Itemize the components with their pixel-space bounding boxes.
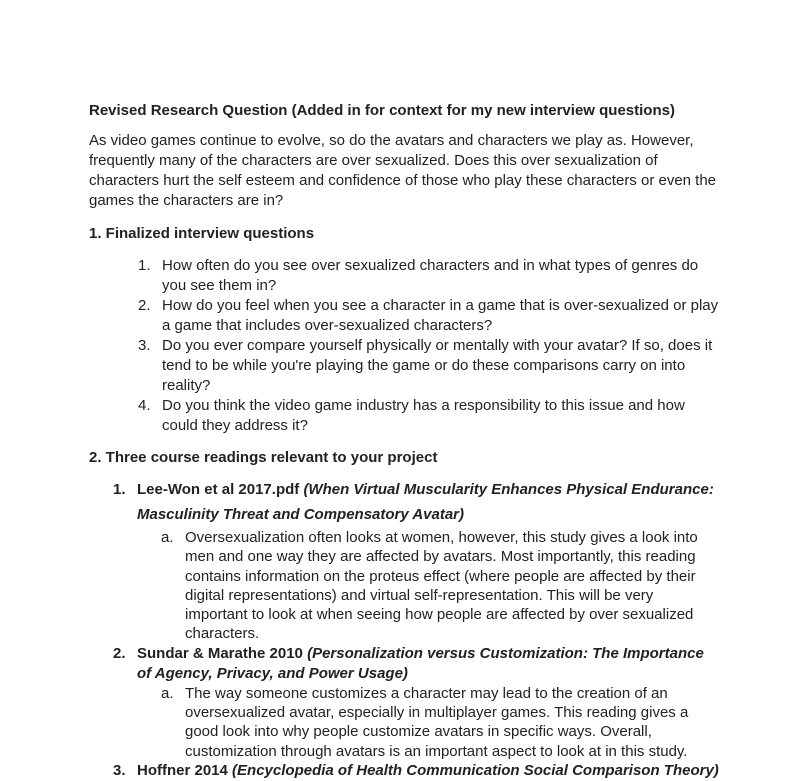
list-number: 1. (138, 257, 151, 274)
list-item (138, 336, 719, 396)
question-text: Do you think the video game industry has a responsibility to this issue and how could they address it? (162, 397, 685, 434)
reading-notes (137, 684, 719, 761)
list-number: 4. (138, 397, 151, 414)
list-item (138, 296, 719, 336)
research-question-body: As video games continue to evolve, so do the avatars and characters we play as. However, frequently many of the characters are over sexualized. Does this over sexualization of characters hurt the self esteem and confidence of those who play these characters or even the games the characters are in? (89, 132, 717, 209)
list-marker: a. (161, 529, 174, 546)
reading-note (161, 684, 719, 761)
list-number: 3. (113, 761, 126, 779)
research-question-heading: Revised Research Question (Added in for context for my new interview questions) (89, 102, 675, 119)
document-content (89, 101, 719, 781)
reading-author: Lee-Won et al 2017.pdf (137, 481, 300, 498)
reading-item (113, 761, 719, 781)
list-item (138, 256, 719, 296)
reading-author: Hoffner 2014 (137, 761, 228, 779)
readings-heading: 2. Three course readings relevant to your project (89, 449, 438, 466)
reading-note (161, 528, 719, 644)
list-number: 2. (138, 297, 151, 314)
note-text: The way someone customizes a character may lead to the creation of an oversexualized avatar, especially in multiplayer games. This reading gives a good look into why people customize avatars in specific ways. Overall, customization through avatars is an important aspect to look at in this study. (185, 684, 689, 760)
question-text: How often do you see over sexualized characters and in what types of genres do you see them in? (162, 257, 699, 294)
list-number: 2. (113, 644, 126, 662)
question-text: Do you ever compare yourself physically or mentally with your avatar? If so, does it tend to be while you're playing the game or do these comparisons carry on into reality? (162, 337, 713, 394)
list-number: 1. (113, 481, 126, 498)
note-text: Oversexualization often looks at women, however, this study gives a look into men and one way they are affected by avatars. Most importantly, this reading contains information on the proteus effect (where people are affected by their digital representations) and virtual self-representation. This will be very important to look at when seeing how people are affected by over sexualized characters. (185, 529, 698, 643)
list-number: 3. (138, 337, 151, 354)
reading-title: (Personalization versus Customization: The Importance of Agency, Privacy, and Power Usage) (137, 644, 704, 682)
reading-title: (Encyclopedia of Health Communication Social Comparison Theory) (232, 761, 719, 779)
reading-author: Sundar & Marathe 2010 (137, 644, 303, 662)
reading-item (113, 477, 719, 644)
question-text: How do you feel when you see a character in a game that is over-sexualized or play a game that includes over-sexualized characters? (162, 297, 719, 334)
reading-item (113, 644, 719, 761)
interview-questions-list (89, 256, 719, 436)
readings-list (89, 477, 719, 781)
interview-questions-heading: 1. Finalized interview questions (89, 225, 315, 242)
list-marker: a. (161, 684, 174, 702)
list-item (138, 396, 719, 436)
reading-notes (137, 528, 719, 644)
reading-title: (When Virtual Muscularity Enhances Physical Endurance: Masculinity Threat and Compensatory Avatar) (137, 481, 714, 523)
